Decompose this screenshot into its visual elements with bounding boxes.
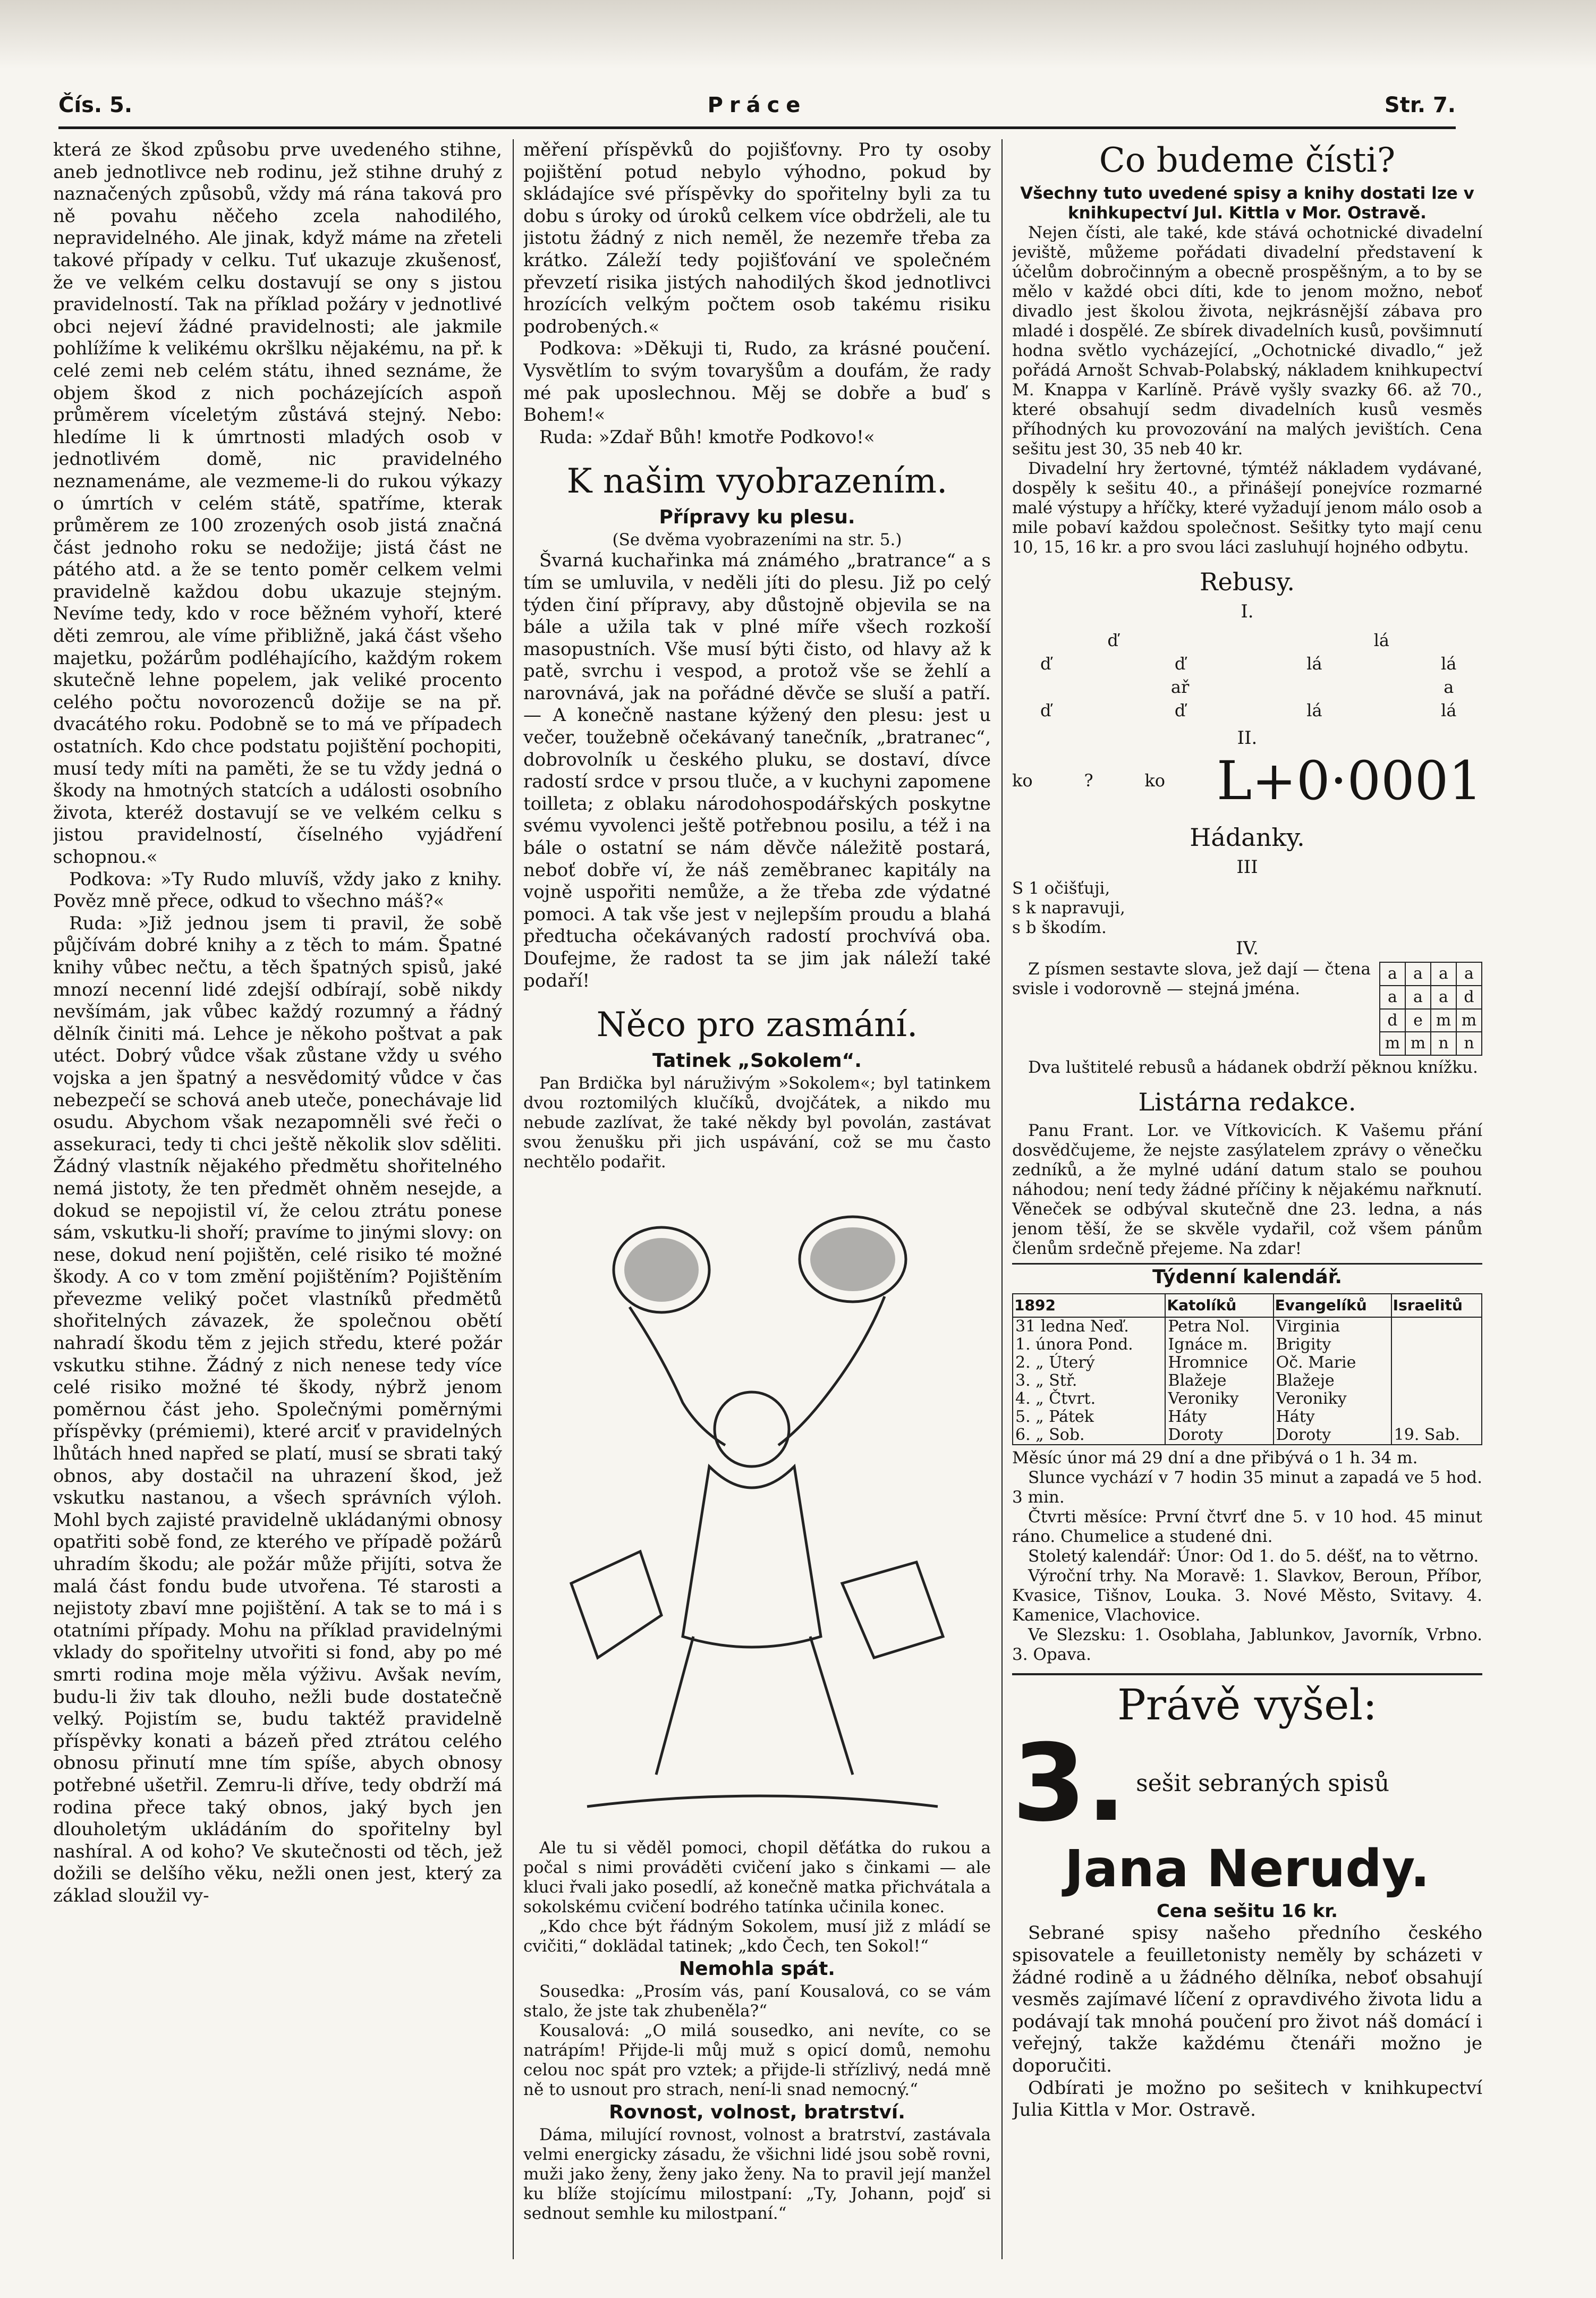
rebus-title: Rebusy. xyxy=(1199,567,1295,596)
letter-cell: d xyxy=(1380,1009,1405,1032)
calendar-header: Evangelíků xyxy=(1274,1294,1391,1317)
section-title: Co budeme čísti? xyxy=(1099,141,1396,180)
column-1 xyxy=(53,139,502,2259)
calendar-cell: Hromnice xyxy=(1165,1354,1273,1372)
calendar-cell: 19. Sab. xyxy=(1391,1426,1482,1445)
riddle-number: IV. xyxy=(1236,937,1259,959)
ad-issue-number: 3. xyxy=(1012,1721,1127,1845)
calendar-header: Israelitů xyxy=(1391,1294,1482,1317)
article-paragraph: Ruda: »Již jednou jsem ti pravil, že sobě půjčívám dobré knihy a z těch to mám. Špatné knihy vůbec nečtu, a těch špatných spisů, jaké mnozí necenní lidé zdejší odbírají, sobě nikdy nevšímám, jak vůbec každý rozumný a řádný dělník činiti má. Lehce je někoho poštvat a pak utéct. Dobrý vůdce však zůstane vždy u svého vojska a jen špatný a nesvědomitý vůdce v čas nebezpečí se schová aneb uteče, ponechávaje lid osudu. Abychom však nezapomněli své řeči o assekuraci, tedy ti chci ještě několik slov sděliti. Žádný vlastník nějakého předmětu shořitelného nemá jistoty, že ten předmět ohněm nesejde, a dokud se nepojistil ví, že celou ztrátu ponese sám, vskutku-li shoří; pravíme to jinými slovy: on nese, dokud není pojištěn, celé risiko té možné škody. A co v tom změní pojištěním? Pojištěním převezme veliký počet vlastníků předmětů shořitelných závazek, že společnou obětí nahradí škodu těm z jejich středu, které požár vskutku stihne. Žádný z nich nenese tedy více celé risiko možné té škody, nýbrž jenom poměrnou část jeho. Společnými poměrnými příspěvky (prémiemi), které arciť v pravidelných lhůtách hned napřed se platí, musí se sbrati taký obnos, aby dostačil na uhrazení škod, jež vskutku nastanou, a všech správních výloh. Mohl bych zajisté pravidelně ukládanými obnosy opatřiti sobě fond, ze kterého ve případě požárů uhradím škodu; ale požár může přijíti, sotva že malá část fondu bude utvořena. Té starosti a nejistoty zbaví mne pojištění. A tak se to má i s otatními případy. Mohu na příklad pravidelnými vklady do spořitelny utvořiti si fond, aby po mé smrti rodina moje měla výživu. Avšak nevím, budu-li živ tak dlouho, nežli bude dostatečně velký. Pojistím se, budu taktéž pravidelně příspěvky konati a bázeň před ztrátou celého obnosu přinutí mne tím spíše, abych obnosy potřebné ušetřil. Zemru-li dříve, tedy obdrží má rodina přece taký obnos, jaký bych jen dlouholetým ukládáním do spořitelny byl nashíral. A od koho? Ve skutečnosti od těch, jež dožili se delšího věku, nežli onen jest, který za základ sloužil vy- xyxy=(53,912,502,1906)
calendar-cell: 6. „ Sob. xyxy=(1013,1426,1165,1445)
calendar-cell xyxy=(1391,1372,1482,1390)
calendar-row xyxy=(1013,1354,1482,1372)
ad-author-name: Jana Nerudy. xyxy=(1064,1838,1430,1898)
calendar-cell: Doroty xyxy=(1274,1426,1391,1445)
rebus-cell xyxy=(1147,629,1213,652)
page-number: Str. 7. xyxy=(1384,93,1456,117)
rebus-cell xyxy=(1012,675,1079,699)
letter-cell: e xyxy=(1405,1009,1431,1032)
calendar-cell xyxy=(1391,1390,1482,1408)
calendar-cell: Oč. Marie xyxy=(1274,1354,1391,1372)
calendar-cell: Háty xyxy=(1274,1408,1391,1426)
letter-cell: m xyxy=(1456,1009,1482,1032)
calendar-cell xyxy=(1391,1336,1482,1354)
calendar-row xyxy=(1013,1390,1482,1408)
rebus-glyph: ko xyxy=(1012,770,1033,791)
rebus-cell: ď xyxy=(1040,700,1051,720)
rebus-cell xyxy=(1348,652,1415,675)
ad-title: Právě vyšel: xyxy=(1117,1680,1378,1729)
section-subtitle: Přípravy ku plesu. xyxy=(659,506,855,529)
reward-text: Dva luštitelé rebusů a hádanek obdrží pěknou knížku. xyxy=(1028,1057,1478,1077)
issue-number: Čís. 5. xyxy=(58,93,133,117)
calendar-title: Týdenní kalendář. xyxy=(1012,1263,1482,1290)
calendar-cell xyxy=(1391,1408,1482,1426)
letter-cell: a xyxy=(1380,962,1405,986)
rebus-cell xyxy=(1281,675,1348,699)
book-advertisement xyxy=(1012,1673,1482,2122)
rebus-cell: ď xyxy=(1107,630,1118,650)
calendar-row xyxy=(1013,1372,1482,1390)
letter-cell: a xyxy=(1431,986,1456,1009)
section-note: (Se dvěma vyobrazeními na str. 5.) xyxy=(612,530,902,550)
rebus-cell xyxy=(1348,699,1415,722)
section-intro: Všechny tuto uvedené spisy a knihy dostati lze v knihkupectví Jul. Kittla v Mor. Ostravě. xyxy=(1020,184,1474,223)
article-paragraph: Podkova: »Děkuji ti, Rudo, za krásné poučení. Vysvětlím to svým tovaryšům a doufám, že rady mé pak uposlechnou. Měj se dobře a buď s Bohem!« xyxy=(523,338,991,426)
section-subtitle: Tatinek „Sokolem“. xyxy=(652,1050,862,1072)
article-paragraph: Ruda: »Zdař Bůh! kmotře Podkovo!« xyxy=(539,426,875,448)
letter-cell: a xyxy=(1405,986,1431,1009)
letter-cell: m xyxy=(1380,1032,1405,1055)
mailbox-text: Panu Frant. Lor. ve Vítkovicích. K Vašemu přání dosvědčujeme, že nejste zasýlatelem zprávy o věnečku zedníků, a že mylné udání datum stalo se pouhou náhodou; není tedy žádné příčiny k nějakému nařknutí. Věneček se odbýval skutečně dne 23. ledna, a nás jenom těší, že se skvěle vydařil, což všem pánům členům srdečně přejeme. Na zdar! xyxy=(1012,1121,1482,1258)
ad-subtitle: sešit sebraných spisů xyxy=(1136,1769,1390,1797)
sokol-father-illustration xyxy=(523,1180,991,1833)
calendar-cell: 5. „ Pátek xyxy=(1013,1408,1165,1426)
riddle-line: S 1 očišťuji, xyxy=(1012,878,1110,898)
letter-cell: n xyxy=(1431,1032,1456,1055)
rebus-number: I. xyxy=(1241,601,1254,622)
column-3 xyxy=(1012,139,1482,2259)
section-title: Něco pro zasmání. xyxy=(596,1005,918,1045)
rebus-cell: ď xyxy=(1174,700,1186,720)
rebus-cell: lá xyxy=(1306,653,1322,674)
letter-square xyxy=(1379,962,1482,1055)
ad-text: Odbírati je možno po sešitech v knihkupectví Julia Kittla v Mor. Ostravě. xyxy=(1012,2077,1482,2121)
column-divider xyxy=(513,139,514,2259)
article-paragraph: „Kdo chce být řádným Sokolem, musí již z mládí se cvičiti,“ doklädal tatinek; „kdo Čech, ten Sokol!“ xyxy=(523,1917,991,1956)
section-subtitle: Nemohla spát. xyxy=(679,1958,835,1980)
calendar-header: 1892 xyxy=(1013,1294,1165,1317)
rebus-formula: L+0·0001 xyxy=(1216,750,1482,812)
rebus-cell xyxy=(1079,652,1146,675)
header-rule xyxy=(58,126,1456,129)
calendar-cell: Háty xyxy=(1165,1408,1273,1426)
riddle-line: s k napravuji, xyxy=(1012,898,1125,918)
rebus-glyph: ko xyxy=(1144,770,1166,791)
article-paragraph: Švarná kuchařinka má známého „bratrance“ a s tím se umluvila, v neděli jíti do plesu. Již po celý týden činí přípravy, aby důstojně objevila se na bále a užila tak v plné míře všech rozkoší masopustních. Vše musí býti čisto, od hlavy až k patě, svrchu i vespod, a protož vše se žehlí a narovnává, jak na pořádné děvče se sluší a patří. — A konečně nastane kýžený den plesu: jest u večer, toužebně očekávaný tanečník, „bratranec“, dobrovolník u českého pluku, se dostaví, dívce radostí srdce v prsou tluče, a v kuchyni zapomene toilleta; z oblaku národohospodářských poskytne svému vyvolenci ještě potřebnou posilu, a též i na bále o ostatní se nám děvče náležitě postará, neboť dobře ví, že náš zeměbranec kapitály na vojně uspořiti nemůže, a že třeba zde výdatné pomoci. A tak vše jest v nejlepším proudu a blahá předtucha očekávaných radostí prochvívá oba. Doufejme, že radost ta se jim jak náleží také podaří! xyxy=(523,550,991,991)
article-paragraph: Kousalová: „O milá sousedko, ani nevíte, co se natrápím! Přijde-li můj muž s opicí domů, nemohu celou noc spát pro vztek; a přijde-li střízlivý, nedá mně ně to usnout pro strach, není-li snad nemocný.“ xyxy=(523,2021,991,2100)
rebus-glyph: ? xyxy=(1084,770,1093,791)
letter-cell: a xyxy=(1431,962,1456,986)
letter-cell: n xyxy=(1456,1032,1482,1055)
rebus-cell xyxy=(1415,629,1482,652)
article-paragraph: Sousedka: „Prosím vás, paní Kousalová, co se vám stalo, že jste tak zhubeněla?“ xyxy=(523,1982,991,2021)
calendar-cell: 4. „ Čtvrt. xyxy=(1013,1390,1165,1408)
mailbox-title: Listárna redakce. xyxy=(1138,1087,1356,1116)
rebus-cell xyxy=(1213,675,1280,699)
section-subtitle: Rovnost, volnost, bratrství. xyxy=(609,2101,905,2124)
calendar-note: Ve Slezsku: 1. Osoblaha, Jablunkov, Javorník, Vrbno. 3. Opava. xyxy=(1012,1625,1482,1664)
calendar-cell: 31 ledna Neď. xyxy=(1013,1317,1165,1336)
rebus-cell xyxy=(1281,629,1348,652)
rebus-cell xyxy=(1213,629,1280,652)
calendar-cell: Doroty xyxy=(1165,1426,1273,1445)
letter-cell: a xyxy=(1456,962,1482,986)
rebus-cell: lá xyxy=(1306,700,1322,720)
calendar-note: Čtvrti měsíce: První čtvrť dne 5. v 10 hod. 45 minut ráno. Chumelice a studené dni. xyxy=(1012,1507,1482,1546)
calendar-cell: 2. „ Úterý xyxy=(1013,1354,1165,1372)
calendar-row xyxy=(1013,1336,1482,1354)
calendar-cell: Veroniky xyxy=(1274,1390,1391,1408)
column-divider xyxy=(1001,139,1003,2259)
article-paragraph: Podkova: »Ty Rudo mluvíš, vždy jako z knihy. Pověz mně přece, odkud to všechno máš?« xyxy=(53,868,502,912)
newspaper-title: Práce xyxy=(707,93,807,117)
calendar-header: Katolíků xyxy=(1165,1294,1273,1317)
calendar-cell: 3. „ Stř. xyxy=(1013,1372,1165,1390)
calendar-cell xyxy=(1391,1317,1482,1336)
article-paragraph: Ale tu si věděl pomoci, chopil děťátka do rukou a počal s nimi prováděti cvičení jako s činkami — ale kluci řvali jako posedlí, až konečně matka přichvátala a sokolskému cvičení bodrého tatínka učinila konec. xyxy=(523,1838,991,1917)
scan-margin xyxy=(0,0,1596,69)
weekly-calendar xyxy=(1012,1293,1482,1445)
section-title: K našim vyobrazením. xyxy=(566,462,948,502)
letter-cell: a xyxy=(1405,962,1431,986)
riddle-number: III xyxy=(1236,857,1258,878)
article-paragraph: Pan Brdička byl náruživým »Sokolem«; byl tatinkem dvou roztomilých klučíků, dvojčátek, a nikdo mu nebude zazlívat, že také někdy byl povolán, zastávat svou ženušku při jich uspávání, což se mu často nechtělo podařit. xyxy=(523,1074,991,1172)
rebus-cell: lá xyxy=(1373,630,1389,650)
riddles-title: Hádanky. xyxy=(1190,823,1305,852)
rebus-cell xyxy=(1079,699,1146,722)
riddle-text: Z písmen sestavte slova, jež dají — čtena svisle i vodorovně — stejná jména. xyxy=(1012,960,1371,999)
calendar-note: Výroční trhy. Na Moravě: 1. Slavkov, Beroun, Příbor, Kvasice, Tišnov, Louka. 3. Nové Město, Svitavy. 4. Kamenice, Vlachovice. xyxy=(1012,1566,1482,1625)
rebus-number: II. xyxy=(1237,727,1258,749)
calendar-cell: Blažeje xyxy=(1274,1372,1391,1390)
article-paragraph: měření příspěvků do pojišťovny. Pro ty osoby pojištění potud nebylo výhodno, pokud by skládajíce své příspěvky do spořitelny byli za tu dobu s úroky od úroků celkem více obdrželi, ale tu jistotu žádný z nich neměl, že nezemře třeba za krátko. Záleží tedy pojišťování ve společném převzetí risika jistých nahodilých škod jednotlivci hrozících velkým počtem osob takému risiku podrobených.« xyxy=(523,139,991,337)
letter-cell: m xyxy=(1405,1032,1431,1055)
calendar-cell: Virginia xyxy=(1274,1317,1391,1336)
calendar-cell: 1. února Pond. xyxy=(1013,1336,1165,1354)
letter-cell: d xyxy=(1456,986,1482,1009)
rebus-cell: ď xyxy=(1174,653,1186,674)
rebus-grid xyxy=(1012,629,1482,722)
calendar-cell: Brigity xyxy=(1274,1336,1391,1354)
rebus-row xyxy=(1012,749,1482,813)
rebus-cell xyxy=(1012,629,1079,652)
rebus-cell: lá xyxy=(1441,700,1457,720)
rebus-cell xyxy=(1348,675,1415,699)
rebus-cell xyxy=(1213,652,1280,675)
calendar-row xyxy=(1013,1408,1482,1426)
calendar-row xyxy=(1013,1317,1482,1336)
rebus-cell: a xyxy=(1444,676,1454,697)
rebus-cell: ď xyxy=(1040,653,1051,674)
column-2 xyxy=(523,139,991,2259)
ad-text: Sebrané spisy našeho předního českého spisovatele a feuilletonisty neměly by scházeti v žádné rodině a u žádného dělníka, neboť obsahují vesměs zajímavé líčení z opravdivého života lidu a podávají tak mnohá poučení pro život náš domácí i veřejný, takže každému čtenáři možno je doporučiti. xyxy=(1012,1922,1482,2076)
letter-cell: a xyxy=(1380,986,1405,1009)
riddle-line: s b škodím. xyxy=(1012,918,1107,937)
calendar-note: Slunce vychází v 7 hodin 35 minut a zapadá ve 5 hod. 3 min. xyxy=(1012,1468,1482,1507)
letter-cell: m xyxy=(1431,1009,1456,1032)
calendar-cell: Ignáce m. xyxy=(1165,1336,1273,1354)
calendar-cell: Petra Nol. xyxy=(1165,1317,1273,1336)
article-paragraph: která ze škod způsobu prve uvedeného stihne, aneb jednotlivce neb rodinu, jež stihne druhý z naznačených způsobů, vždy má rána taková pro ně povahu něčeho zcela nahodilého, nepravidelného. Ale jinak, když máme na zřeteli takové případy v celku. Tuť ukazuje zkušenosť, že ve velkém celku dostavují se ony s jistou pravidelností. Tak na příklad požáry v jednotlivé obci nejeví žádné pravidelnosti; ale jakmile pohlížíme k velikému okršlku nějakému, na př. k celé zemi neb celém státu, ihned seznáme, že objem škod z nich pocházejících aspoň průměrem víceletým zůstává stejný. Nebo: hledíme li k úmrtnosti mladých osob v jednotlivém domě, nic pravidelného neznamenáme, ale vezmeme-li do rukou výkazy o úmrtích v celém státě, spatříme, kterak průměrem ze 100 zrozených osob jistá značná část jednoho roku se nedožije; jistá část ne pátého atd. a že se tento poměr celkem velmi pravidelně každou dobu ukazuje stejným. Nevíme tedy, kdo v roce běžném vyhoří, které děti zemrou, ale víme přibližně, jaká část všeho majetku, požárům podléhajícího, každým rokem skutečně lehne popelem, jak veliké procento celého počtu novorozenců dožije se na př. dvacátého roku. Podobně se to má ve případech ostatních. Kdo chce podstatu pojištění pochopiti, musí tedy míti na paměti, že se tu vždy jedná o škody na hmotných statcích a události osobního života, kteréž dostavují se ve velkém celku s jistou pravidelností, číselného vyjádření schopnou.« xyxy=(53,139,502,868)
calendar-cell: Veroniky xyxy=(1165,1390,1273,1408)
page-header xyxy=(58,93,1456,125)
calendar-note: Měsíc únor má 29 dní a dne přibývá o 1 h. 34 m. xyxy=(1012,1448,1418,1468)
article-paragraph: Nejen čísti, ale také, kde stává ochotnické divadelní jeviště, můžeme pořádati divadelní představení k účelům dobročinným a obecně prospěšným, a to by se mělo v každé obci díti, kde to jenom možno, neboť divadlo jest školou života, nejkrásnější zábava pro mladé i dospělé. Ze sbírek divadelních kusů, povšimnutí hodna světlo vycházející, „Ochotnické divadlo,“ jež pořádá Arnošt Schvab-Polabský, nákladem knihkupectví M. Knappa v Karlíně. Právě vyšly svazky 66. až 70., které obsahují sedm divadelních kusů vesměs příhodných ku provozování na malých jevištích. Cena sešitu jest 30, 35 neb 40 kr. xyxy=(1012,223,1482,459)
ad-price: Cena sešitu 16 kr. xyxy=(1156,1900,1338,1922)
calendar-cell: Blažeje xyxy=(1165,1372,1273,1390)
calendar-note: Stoletý kalendář: Únor: Od 1. do 5. déšť, na to větrno. xyxy=(1028,1546,1479,1566)
calendar-row xyxy=(1013,1426,1482,1445)
rebus-cell: lá xyxy=(1441,653,1457,674)
rebus-cell: ař xyxy=(1170,676,1190,697)
calendar-cell xyxy=(1391,1354,1482,1372)
article-paragraph: Divadelní hry žertovné, týmtéž nákladem vydávané, dospěly k sešitu 40., a přinášejí ponejvíce rozmarné malé výstupy a hříčky, které vyžadují jenom málo osob a mile pobaví každou společnost. Sešitky tyto mají cenu 10, 15, 16 kr. a pro svou láci zasluhují hojného odbytu. xyxy=(1012,459,1482,557)
rebus-cell xyxy=(1079,675,1146,699)
rebus-cell xyxy=(1213,699,1280,722)
article-paragraph: Dáma, milující rovnost, volnost a bratrství, zastávala velmi energicky zásadu, že všichni lidé jsou sobě rovni, muži jako ženy, ženy jako ženy. Na to pravil její manžel ku blíže stojícímu milostpaní: „Ty, Johann, pojď si sednout semhle ku milostpaní.“ xyxy=(523,2125,991,2224)
